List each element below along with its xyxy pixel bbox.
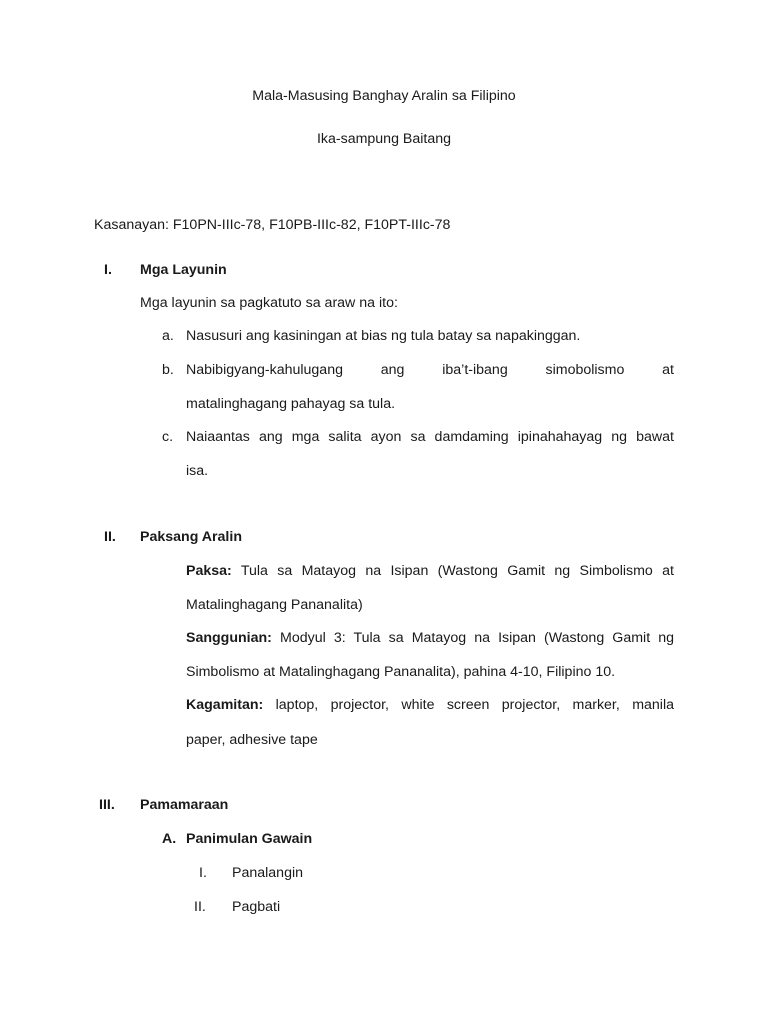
step-2-label: Pagbati (232, 899, 281, 915)
sanggunian-line2: Simbolismo at Matalinghagang Pananalita), pahina 4-10, Filipino 10. (186, 664, 616, 680)
objective-a-text: Nasusuri ang kasiningan at bias ng tula batay sa napakinggan. (186, 328, 581, 344)
sanggunian-label: Sanggunian: (186, 630, 272, 646)
step-2-numeral: II. (194, 899, 206, 915)
step-1-numeral: I. (199, 865, 207, 881)
objective-b-letter: b. (162, 362, 174, 378)
objective-a-letter: a. (162, 328, 174, 344)
section-2-heading: Paksang Aralin (140, 529, 242, 545)
subsection-a-letter: A. (162, 831, 177, 847)
kagamitan-label: Kagamitan: (186, 697, 264, 713)
objective-b-text-line2: matalinghagang pahayag sa tula. (186, 396, 396, 412)
kagamitan-text: laptop, projector, white screen projector, marker, manila (275, 697, 674, 713)
section-3-number: III. (99, 797, 115, 813)
skills-line: Kasanayan: F10PN-IIIc-78, F10PB-IIIc-82, F10PT-IIIc-78 (94, 217, 451, 233)
section-2-number: II. (104, 529, 116, 545)
paksa-line2: Matalinghagang Pananalita) (186, 597, 363, 613)
section-1-number: I. (104, 262, 112, 278)
objective-c-letter: c. (162, 429, 174, 445)
paksa-line1 (186, 563, 674, 579)
paksa-text: Tula sa Matayog na Isipan (Wastong Gamit ng Simbolismo at (240, 563, 675, 579)
section-1-heading: Mga Layunin (140, 262, 227, 278)
section-3-heading: Pamamaraan (140, 797, 229, 813)
document-title: Mala-Masusing Banghay Aralin sa Filipino (252, 88, 516, 104)
section-1-intro: Mga layunin sa pagkatuto sa araw na ito: (140, 295, 398, 311)
kagamitan-line2: paper, adhesive tape (186, 732, 318, 748)
paksa-label: Paksa: (186, 563, 232, 579)
document-subtitle: Ika-sampung Baitang (316, 131, 452, 147)
objective-c-text-line1: Naiaantas ang mga salita ayon sa damdaming ipinahahayag ng bawat (186, 429, 674, 445)
objective-c-text-line2: isa. (186, 463, 209, 479)
subsection-a-heading: Panimulan Gawain (186, 831, 313, 847)
sanggunian-text: Modyul 3: Tula sa Matayog na Isipan (Wastong Gamit ng (280, 630, 674, 646)
objective-b-text-line1: Nabibigyang-kahulugang ang iba’t-ibang simobolismo at (186, 362, 674, 378)
step-1-label: Panalangin (232, 865, 303, 881)
sanggunian-line1 (186, 630, 674, 646)
kagamitan-line1 (186, 697, 674, 713)
